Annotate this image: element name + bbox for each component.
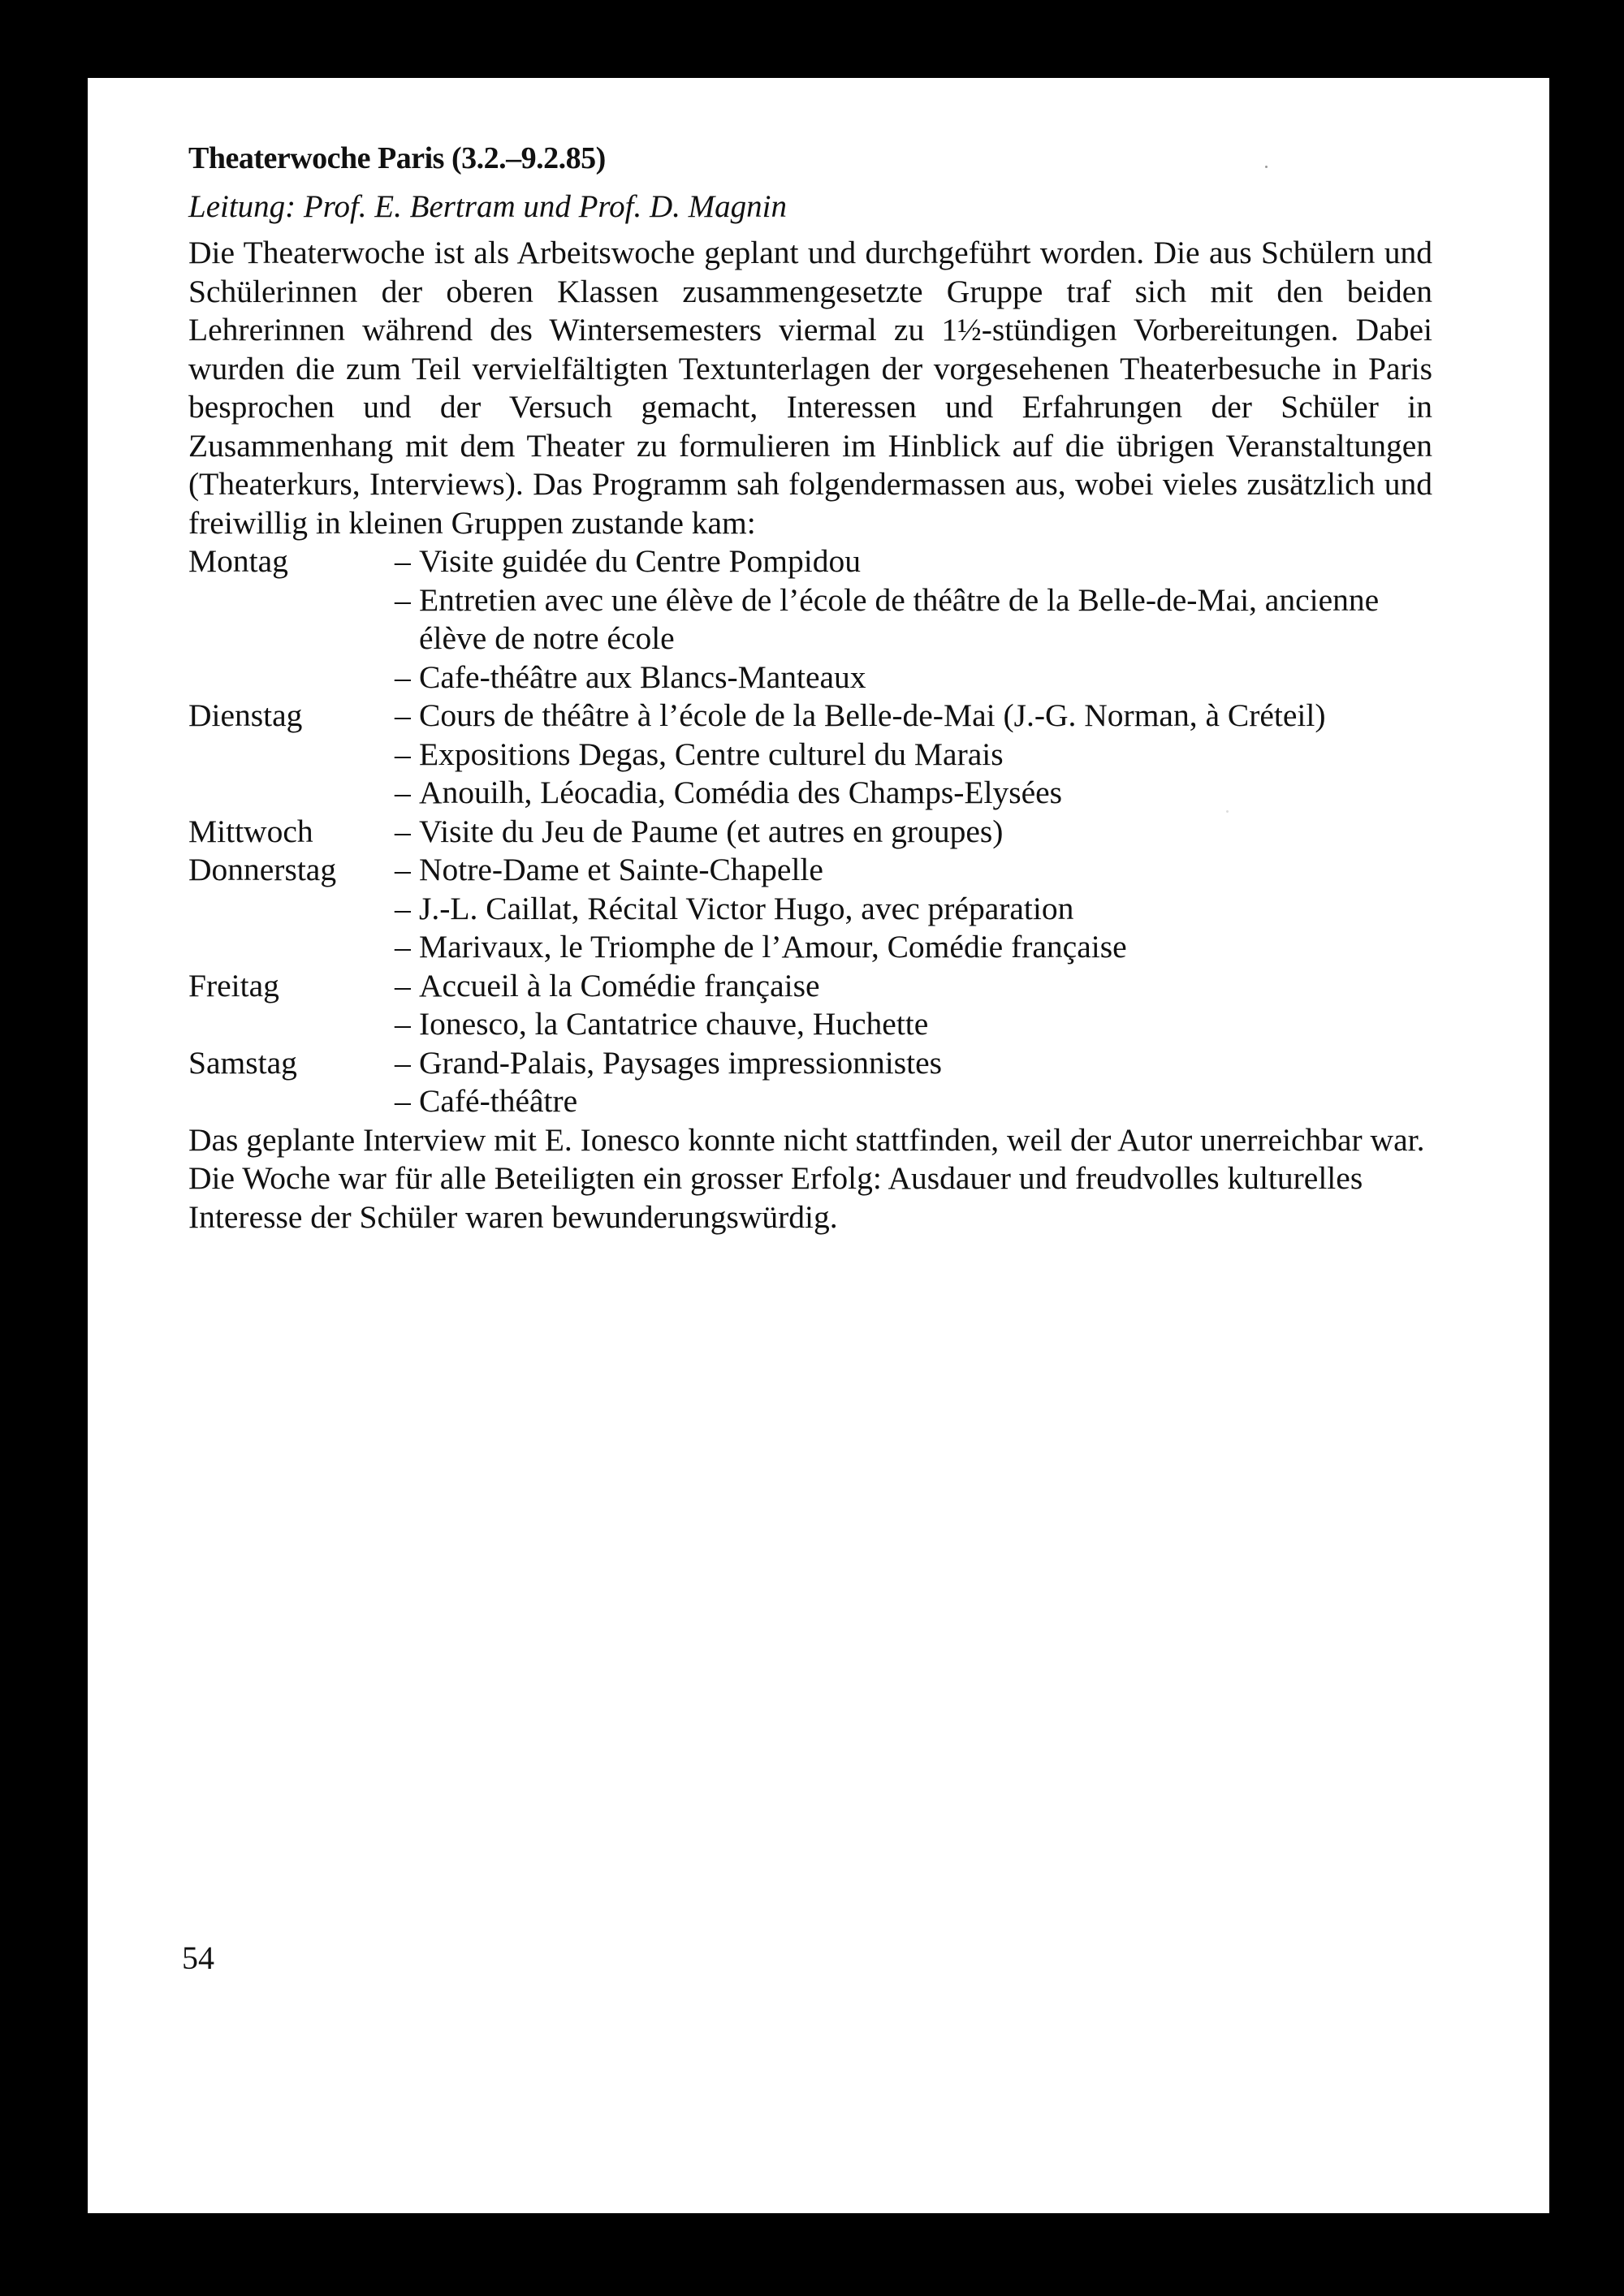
schedule-dash: – — [395, 736, 411, 772]
closing-paragraph-success: Die Woche war für alle Beteiligten ein grosser Erfolg: Ausdauer und freudvolles kulturelles Interesse der Schüler waren bewunderungswürdig. — [188, 1160, 1363, 1235]
schedule-day — [188, 1082, 395, 1121]
schedule-item: Accueil à la Comédie française — [419, 967, 820, 1003]
schedule-item: Visite guidée du Centre Pompidou — [419, 543, 861, 579]
article-subtitle: Leitung: Prof. E. Bertram und Prof. D. Magnin — [188, 189, 787, 224]
schedule-entry — [188, 890, 1432, 929]
schedule-entry — [188, 851, 1432, 890]
schedule-entry — [188, 928, 1432, 967]
schedule-dash: – — [395, 852, 411, 887]
schedule-item: Anouilh, Léocadia, Comédia des Champs-Elysées — [419, 775, 1063, 810]
schedule-dash: – — [395, 658, 411, 695]
schedule-day: Donnerstag — [188, 852, 337, 887]
article — [188, 138, 1432, 1236]
schedule-entry — [188, 1082, 1432, 1121]
schedule-day — [188, 890, 395, 929]
schedule-item: Marivaux, le Triomphe de l’Amour, Comédie française — [419, 929, 1127, 965]
schedule-dash: – — [395, 967, 411, 1003]
schedule-day: Dienstag — [188, 697, 303, 733]
schedule-day — [188, 1005, 395, 1044]
schedule-item: Cafe-théâtre aux Blancs-Manteaux — [419, 658, 866, 695]
schedule-item: Cours de théâtre à l’école de la Belle-de-Mai (J.-G. Norman, à Créteil) — [419, 697, 1326, 733]
schedule-entry — [188, 1005, 1432, 1044]
schedule-dash: – — [395, 1083, 411, 1119]
schedule-day: Mittwoch — [188, 813, 313, 849]
schedule-item: Notre-Dame et Sainte-Chapelle — [419, 852, 823, 887]
schedule-item: Ionesco, la Cantatrice chauve, Huchette — [419, 1006, 929, 1042]
article-title: Theaterwoche Paris (3.2.–9.2.85) — [188, 141, 606, 175]
schedule-dash: – — [395, 929, 411, 965]
schedule-item: J.-L. Caillat, Récital Victor Hugo, avec préparation — [419, 890, 1074, 926]
schedule-entry — [188, 658, 1432, 697]
closing-paragraph-interview: Das geplante Interview mit E. Ionesco konnte nicht stattfinden, weil der Autor unerreichbar war. — [188, 1121, 1425, 1158]
schedule-day: Montag — [188, 543, 288, 579]
schedule-item: Café-théâtre — [419, 1083, 578, 1119]
schedule-day: Samstag — [188, 1044, 297, 1081]
schedule-dash: – — [395, 581, 411, 618]
schedule-entry — [188, 1044, 1432, 1083]
schedule-entry — [188, 774, 1432, 813]
schedule-dash: – — [395, 813, 411, 849]
schedule-day: Freitag — [188, 967, 279, 1003]
schedule-entry — [188, 736, 1432, 775]
schedule-item: Entretien avec une élève de l’école de théâtre de la Belle-de-Mai, ancienne élève de notre école — [419, 581, 1380, 656]
schedule-item: Grand-Palais, Paysages impressionnistes — [419, 1044, 942, 1081]
schedule-item: Visite du Jeu de Paume (et autres en groupes) — [419, 813, 1004, 849]
schedule-dash: – — [395, 697, 411, 733]
schedule-entry — [188, 813, 1432, 852]
schedule-day — [188, 581, 395, 658]
schedule-item: Expositions Degas, Centre culturel du Marais — [419, 736, 1004, 772]
schedule-dash: – — [395, 543, 411, 579]
schedule-day — [188, 928, 395, 967]
schedule-entry — [188, 967, 1432, 1006]
schedule-entry — [188, 542, 1432, 581]
schedule-day — [188, 774, 395, 813]
schedule-dash: – — [395, 775, 411, 810]
schedule-dash: – — [395, 1044, 411, 1081]
schedule-day — [188, 736, 395, 775]
page-number: 54 — [182, 1940, 214, 1976]
intro-paragraph: Die Theaterwoche ist als Arbeitswoche geplant und durchgeführt worden. Die aus Schülern und Schülerinnen der oberen Klassen zusammengesetzte Gruppe traf sich mit den beiden Lehrerinnen während des Wintersemesters viermal zu 1½-stündigen Vorbereitungen. Dabei wurden die zum Teil vervielfältigten Textunterlagen der vorgesehenen Theaterbesuche in Paris besprochen und der Versuch gemacht, Interessen und Erfahrungen der Schüler in Zusammenhang mit dem Theater zu formulieren im Hinblick auf die übrigen Veranstaltungen (Theaterkurs, Interviews). Das Programm sah folgendermassen aus, wobei vieles zusätzlich und freiwillig in kleinen Gruppen zustande kam: — [188, 235, 1432, 541]
schedule-dash: – — [395, 1006, 411, 1042]
program-schedule — [188, 542, 1432, 1121]
schedule-entry — [188, 697, 1432, 736]
schedule-dash: – — [395, 890, 411, 926]
schedule-entry — [188, 581, 1432, 658]
schedule-day — [188, 658, 395, 697]
